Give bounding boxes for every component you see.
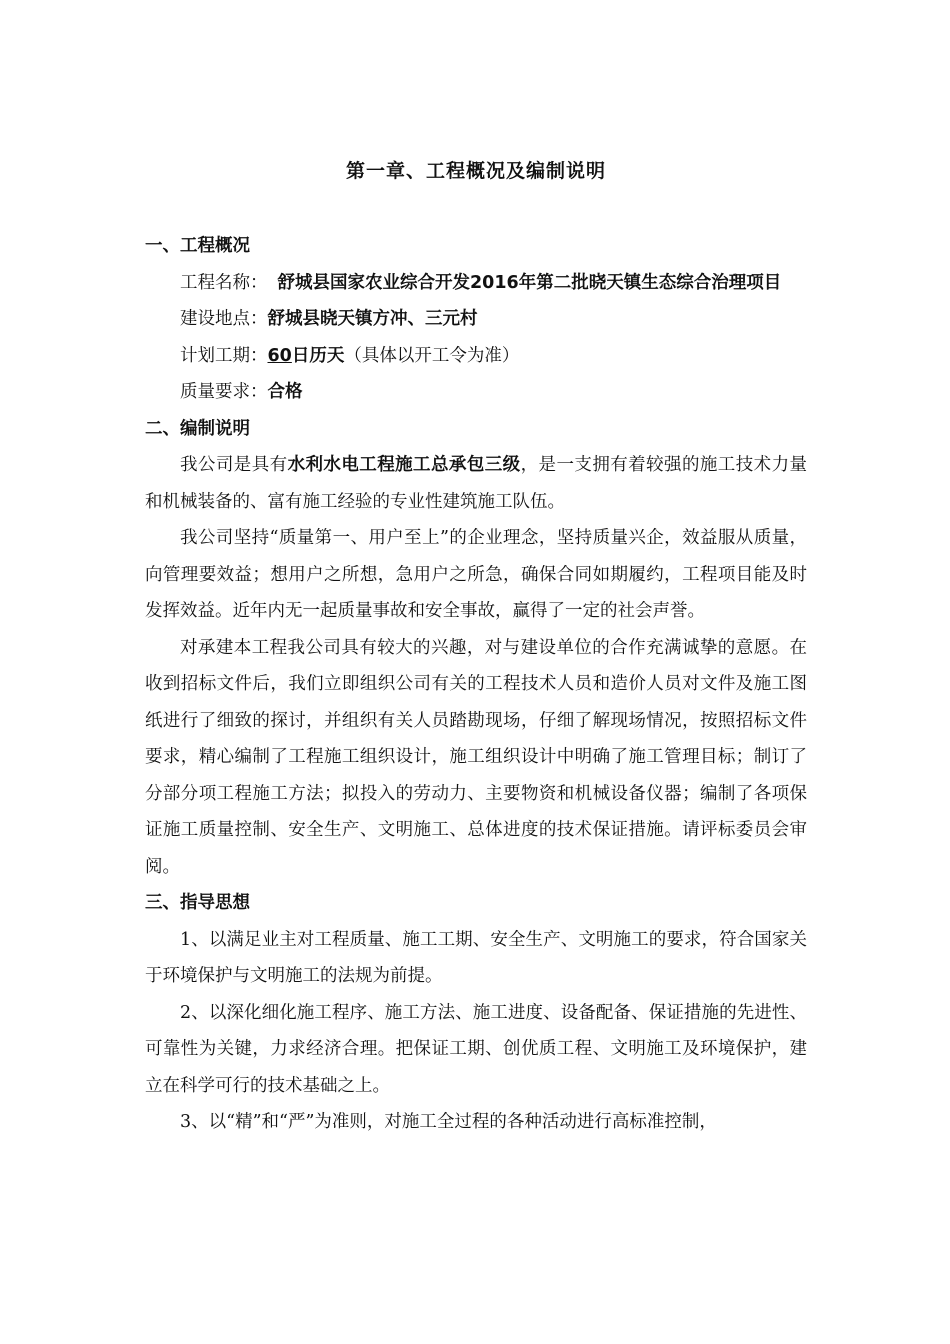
duration-label: 计划工期： <box>180 345 268 366</box>
guiding-item: 3、以“精”和“严”为准则，对施工全过程的各种活动进行高标准控制， <box>180 1112 717 1132</box>
quality-value: 合格 <box>267 382 303 402</box>
location-label: 建设地点： <box>180 309 268 329</box>
guiding-item: 1、以满足业主对工程质量、施工工期、安全生产、文明施工的要求，符合国家关于环境保护与文明施工的法规为前提。 <box>145 929 807 986</box>
p1-text-b: ，是一支拥有着较强的施工技术力量和机械装备的、富有施工经验的专业性建筑施工队伍。 <box>145 455 808 512</box>
guiding-item: 2、以深化细化施工程序、施工方法、施工进度、设备配备、保证措施的先进性、可靠性为关键，力求经济合理。把保证工期、创优质工程、文明施工及环境保护，建立在科学可行的技术基础之上。 <box>145 1002 807 1096</box>
section-heading-guiding-ideas: 三、指导思想 <box>145 893 250 913</box>
duration-note: （具体以开工令为准） <box>344 345 520 366</box>
paragraph-company-philosophy: 我公司坚持“质量第一、用户至上”的企业理念，坚持质量兴企，效益服从质量，向管理要效益；想用户之所想，急用户之所急，确保合同如期履约，工程项目能及时发挥效益。近年内无一起质量事故和安全事故，赢得了一定的社会声誉。 <box>145 528 807 621</box>
section-heading-explanation: 二、编制说明 <box>145 418 250 439</box>
chapter-title: 第一章、工程概况及编制说明 <box>345 160 606 182</box>
duration-line <box>145 338 807 375</box>
project-name-label: 工程名称： <box>180 272 268 293</box>
p1-text-a: 我公司是具有 <box>180 455 288 475</box>
duration-days: 60 <box>267 345 292 366</box>
quality-label: 质量要求： <box>180 382 268 402</box>
document-body <box>145 228 807 1141</box>
location-line <box>145 301 807 338</box>
paragraph-bid-preparation: 对承建本工程我公司具有较大的兴趣，对与建设单位的合作充满诚挚的意愿。在收到招标文件后，我们立即组织公司有关的工程技术人员和造价人员对文件及施工图纸进行了细致的探讨，并组织有关人员踏勘现场，仔细了解现场情况，按照招标文件要求，精心编制了工程施工组织设计，施工组织设计中明确了施工管理目标；制订了分部分项工程施工方法；拟投入的劳动力、主要物资和机械设备仪器；编制了各项保证施工质量控制、安全生产、文明施工、总体进度的技术保证措施。请评标委员会审阅。 <box>145 637 807 877</box>
location-value: 舒城县晓天镇方冲、三元村 <box>267 309 478 329</box>
section-heading-overview: 一、工程概况 <box>145 236 250 256</box>
duration-unit: 日历天 <box>291 345 345 366</box>
paragraph-company-qualification <box>145 447 807 520</box>
quality-line <box>145 374 807 411</box>
qualification-text: 水利水电工程施工总承包三级 <box>287 455 521 475</box>
project-name-value: 舒城县国家农业综合开发2016年第二批晓天镇生态综合治理项目 <box>277 272 782 293</box>
project-name-line <box>145 265 807 302</box>
